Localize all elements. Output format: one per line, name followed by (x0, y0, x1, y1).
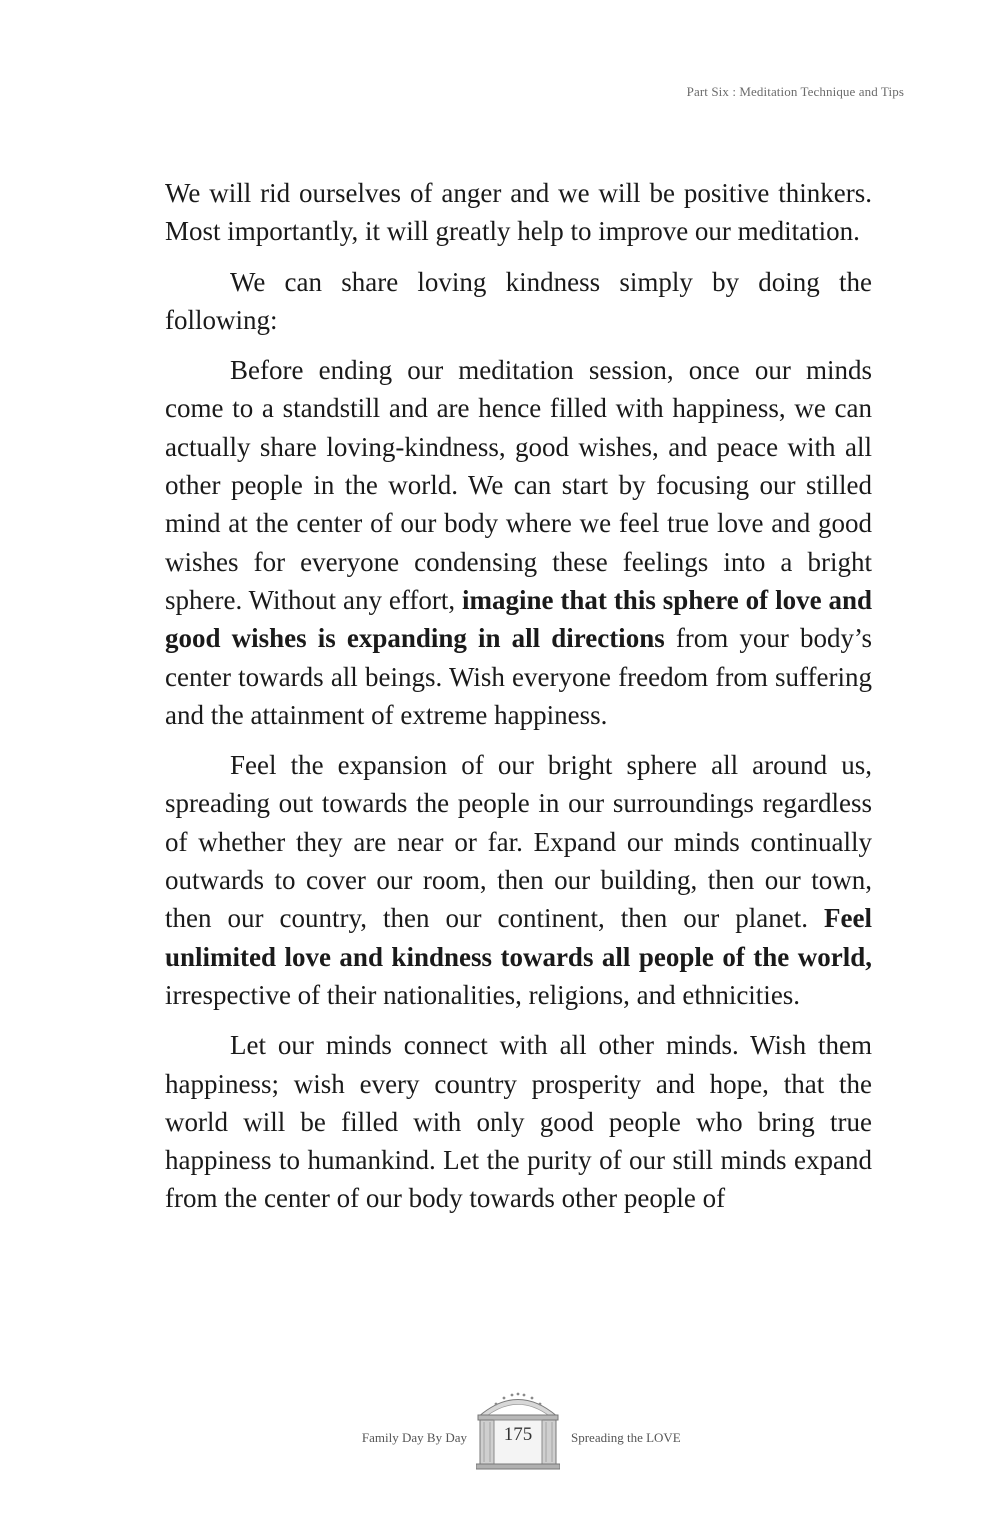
paragraph-4-text-a: Feel the expansion of our bright sphere all around us, spreading out towards the people in our surroundings regardless of whether they are near or far. Expand our minds continually outwards to cover our room, then our building, then our town, then our country, then our continent, then our planet. (165, 750, 872, 934)
paragraph-4-text-b: irrespective of their nationalities, religions, and ethnicities. (165, 979, 801, 1010)
page-footer (0, 1386, 1000, 1476)
body-text (165, 174, 872, 1230)
paragraph-2: We can share loving kindness simply by doing the following: (165, 266, 872, 335)
book-title: Family Day By Day (361, 1430, 467, 1445)
chapter-title: Spreading the LOVE (571, 1430, 681, 1445)
paragraph-5: Let our minds connect with all other minds. Wish them happiness; wish every country prosperity and hope, that the world will be filled with only good people who bring true happiness to humankind. Let the purity of our still minds expand from the center of our body towards other people of (165, 1030, 872, 1214)
paragraph-3-text-a: Before ending our meditation session, once our minds come to a standstill and are hence filled with happiness, we can actually share loving-kindness, good wishes, and peace with all other people in the world. We can start by focusing our stilled mind at the center of our body where we feel true love and good wishes for everyone condensing these feelings into a bright sphere. Without any effort, (165, 355, 872, 615)
paragraph-1: We will rid ourselves of anger and we will be positive thinkers. Most importantly, it will greatly help to improve our meditation. (165, 178, 872, 247)
paragraph-3 (165, 351, 872, 734)
running-head: Part Six : Meditation Technique and Tips (686, 84, 904, 99)
paragraph-3-text-b: from your body’s center towards all beings. Wish everyone freedom from suffering and the attainment of extreme happiness. (165, 623, 873, 730)
paragraph-4-emphasis: Feel unlimited love and kindness towards all people of the world, (165, 903, 872, 972)
paragraph-3-emphasis: imagine that this sphere of love and good wishes is expanding in all directions (165, 584, 872, 654)
paragraph-4 (165, 746, 872, 1014)
page-number: 175 (503, 1424, 533, 1445)
